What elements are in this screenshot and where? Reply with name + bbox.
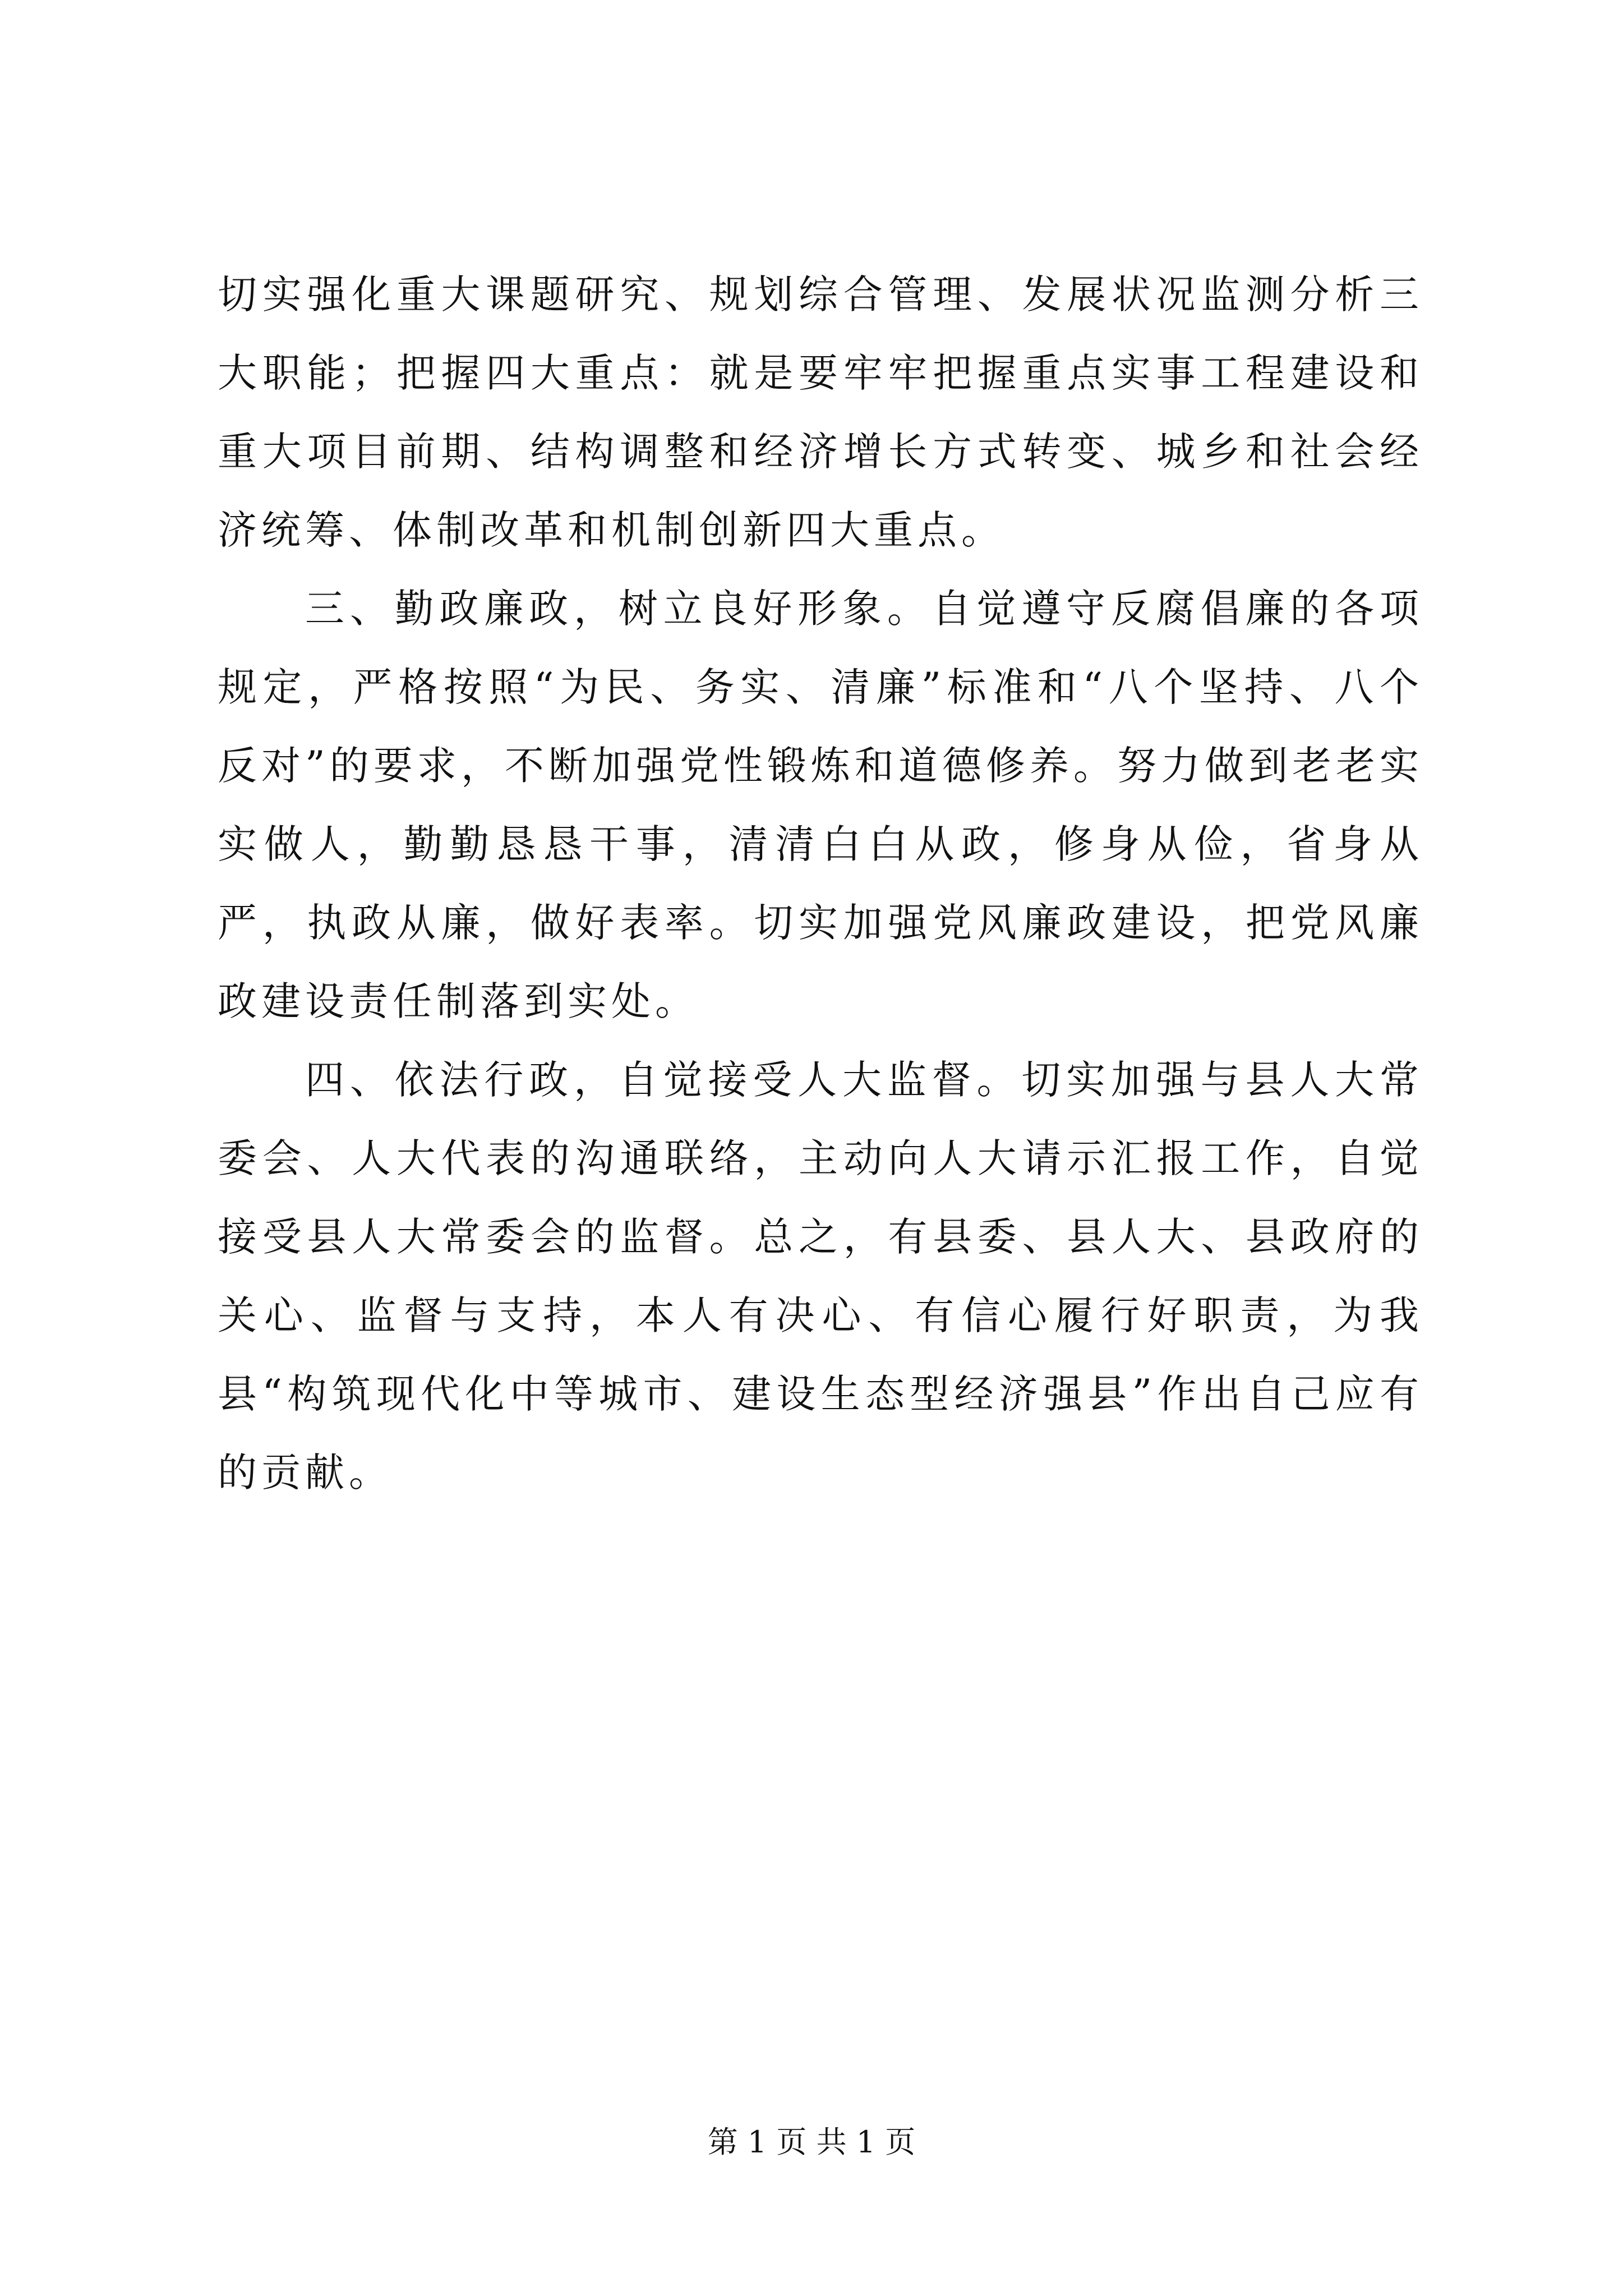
document-body [218,255,1423,1512]
paragraph-continuation: 切实强化重大课题研究、规划综合管理、发展状况监测分析三大职能；把握四大重点：就是要牢牢把握重点实事工程建设和重大项目前期、结构调整和经济增长方式转变、城乡和社会经济统筹、体制改革和机制创新四大重点。 [218,272,1423,553]
page-footer: 第 1 页 共 1 页 [707,2124,916,2160]
paragraph-section-three: 三、勤政廉政，树立良好形象。自觉遵守反腐倡廉的各项规定，严格按照“为民、务实、清廉”标准和“八个坚持、八个反对”的要求，不断加强党性锻炼和道德修养。努力做到老老实实做人，勤勤恳恳干事，清清白白从政，修身从俭，省身从严，执政从廉，做好表率。切实加强党风廉政建设，把党风廉政建设责任制落到实处。 [218,586,1423,1024]
paragraph-section-four: 四、依法行政，自觉接受人大监督。切实加强与县人大常委会、人大代表的沟通联络，主动向人大请示汇报工作，自觉接受县人大常委会的监督。总之，有县委、县人大、县政府的关心、监督与支持，本人有决心、有信心履行好职责，为我县“构筑现代化中等城市、建设生态型经济强县”作出自己应有的贡献。 [218,1057,1423,1496]
